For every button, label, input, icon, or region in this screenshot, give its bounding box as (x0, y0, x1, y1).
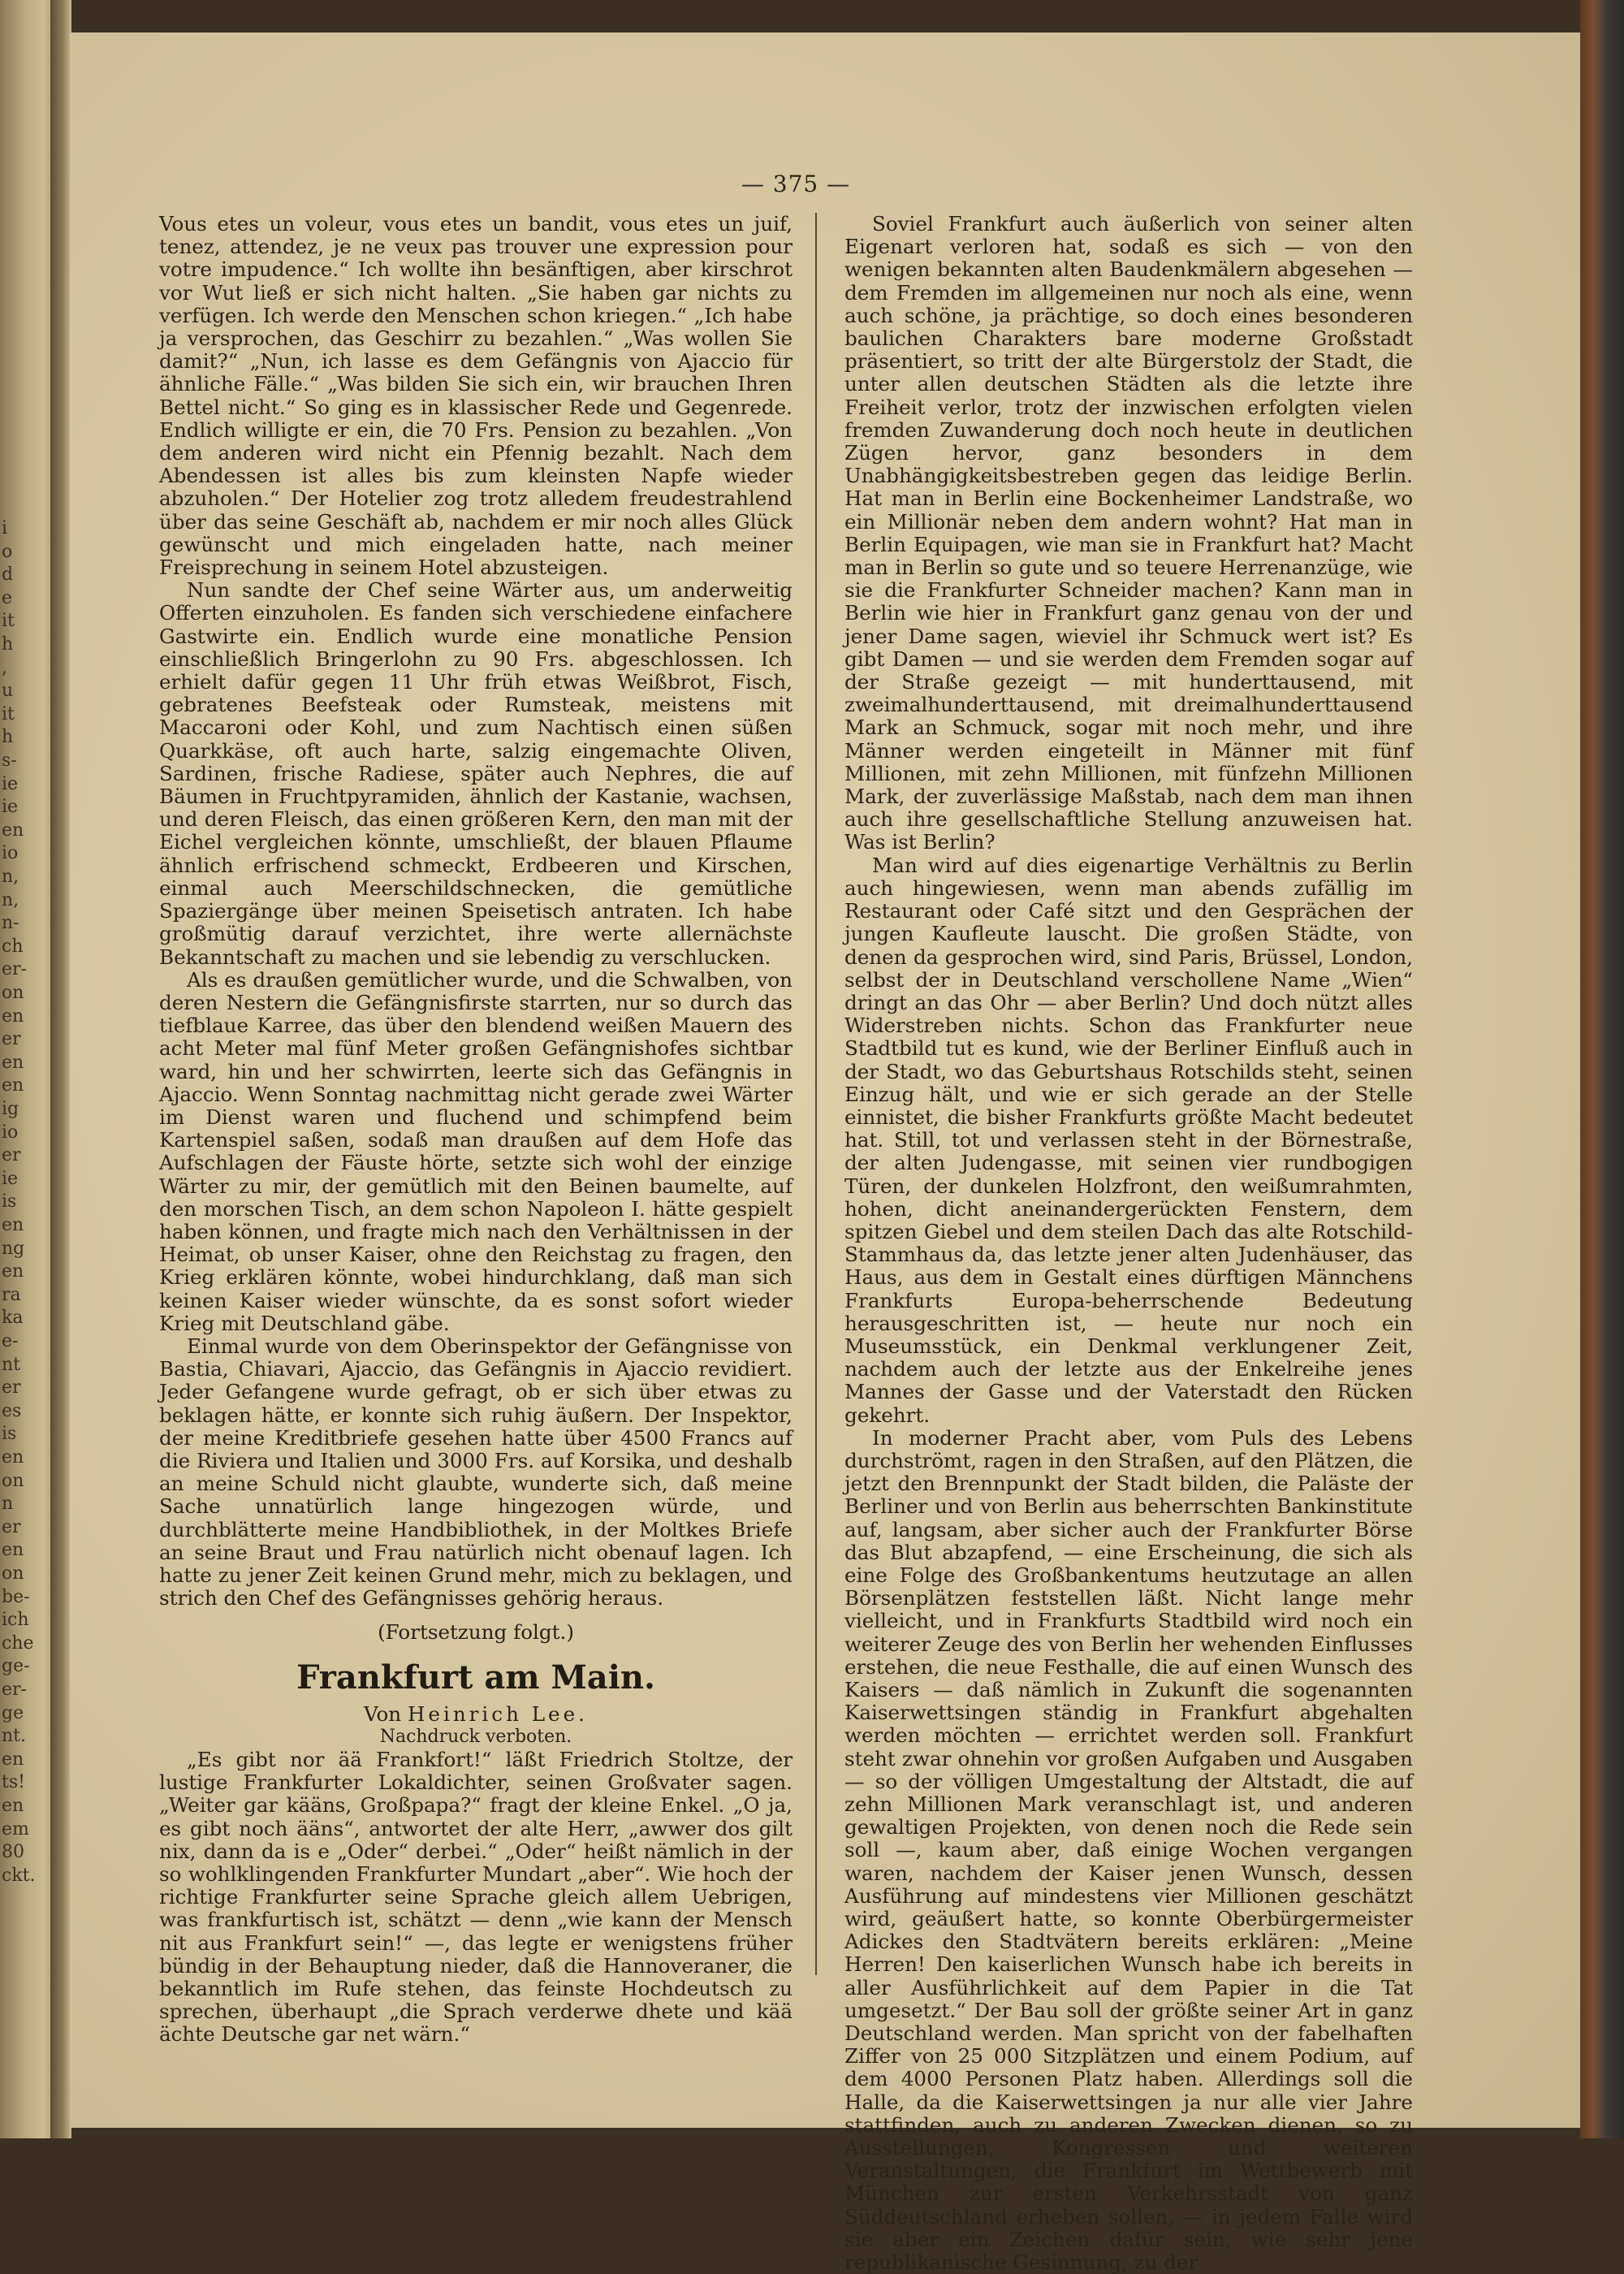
margin-fragment: ie (2, 797, 19, 818)
margin-fragment: e- (2, 1331, 19, 1351)
margin-fragment: er (2, 1516, 21, 1537)
margin-fragment: nt (2, 1354, 21, 1375)
continued-text: Vous etes un voleur, vous etes un bandit, vous etes un juif, tenez, attendez, je ne veux pas trouver une expression pour votre impudence.“ Ich wollte ihn besänftigen, aber kirschrot vor Wut ließ er sich nicht halten. „Sie haben gar nichts zu verfügen. Ich werde den Menschen schon kriegen.“ „Ich habe ja versprochen, das Geschirr zu bezahlen.“ „Was wollen Sie damit?“ „Nun, ich lasse es dem Gefängnis von Ajaccio für ähnliche Fälle.“ „Was bilden Sie sich ein, wir brauchen Ihren Bettel nicht.“ So ging es in klassischer Rede und Gegenrede. Endlich willigte er ein, die 70 Frs. Pension zu bezahlen. „Von dem anderen wird nicht ein Pfennig bezahlt. Nach dem Abendessen ist alles bis zum kleinsten Napfe wieder abzuholen.“ Der Hotelier zog trotz alledem freudestrahlend über das seine Geschäft ab, nachdem er mir noch alles Glück gewünscht und mich eingeladen hatte, nach meiner Freisprechung in seinem Hotel abzusteigen. (159, 212, 793, 580)
margin-fragment: em (2, 1818, 29, 1840)
paragraph: Als es draußen gemütlicher wurde, und die Schwalben, von deren Nestern die Gefängnisfirste starrten, nur so durch das tiefblaue Karree, das über den blendend weißen Mauern des acht Meter mal fünf Meter großen Gefängnishofes sichtbar ward, hin und her schwirrten, leerte sich das Gefängnis in Ajaccio. Wenn Sonntag nachmittag nicht gerade zwei Wärter im Dienst waren und fluchend und schimpfend beim Kartenspiel saßen, sodaß man draußen auf dem Hofe das Aufschlagen der Fäuste hörte, setzte sich wohl der einzige Wärter zu mir, der gemütlich mit den Beinen baumelte, auf den morschen Tisch, an dem schon Napoleon I. hätte gespielt haben können, und fragte mich nach den Verhältnissen in der Heimat, ob unser Kaiser, ohne den Reichstag zu fragen, den Krieg erklären könnte, wobei hindurchklang, daß man sich keinen Kaiser wieder wünschte, da es sonst sofort wieder Krieg mit Deutschland gäbe. (159, 967, 793, 1335)
book-gutter (50, 0, 71, 2138)
continued-note: (Fortsetzung folgt.) (378, 1620, 574, 1645)
margin-fragment: u (2, 681, 14, 702)
paragraph: „Es gibt nor ää Frankfort!“ läßt Friedrich Stoltze, der lustige Frankfurter Lokaldichter, seinen Großvater sagen. „Weiter gar kääns, Großpapa?“ fragt der kleine Enkel. „O ja, es gibt noch ääns“, antwortet der alte Herr, „awwer dos gilt nix, dann da is e „Oder“ derbei.“ „Oder“ heißt nämlich in der so wohlklingenden Frankfurter Mundart „aber“. Wie hoch der richtige Frankfurter seine Sprache gleich allem Uebrigen, was frankfurtisch ist, schätzt — denn „wie kann der Mensch nit aus Frankfurt sein!“ —, das legte er wenigstens früher bündig in der Behauptung nieder, daß die Hannoveraner, die bekanntlich im Rufe stehen, das feinste Hochdeutsch zu sprechen, überhaupt „die Sprach verderwe dhete und kää ächte Deutsche gar net wärn.“ (159, 1748, 793, 2047)
paragraph: Einmal wurde von dem Oberinspektor der Gefängnisse von Bastia, Chiavari, Ajaccio, das Gefängnis in Ajaccio revidiert. Jeder Gefangene wurde gefragt, ob er sich über etwas zu beklagen hätte, er konnte sich ruhig äußern. Der Inspektor, der meine Kreditbriefe gesehen hatte über 4500 Francs auf die Riviera und Italien und 3000 Frs. auf Korsika, und deshalb an meine Schuld nicht glaubte, wunderte sich, daß meine Sache unnatürlich lange hingezogen würde, und durchblätterte meine Handbibliothek, in der Moltkes Briefe an seine Braut und Frau natürlich nicht obenauf lagen. Ich hatte zu jener Zeit keinen Grund mehr, mich zu beklagen, und strich den Chef des Gefängnisses gehörig heraus. (159, 1334, 793, 1610)
page-number: — 375 — (741, 171, 851, 197)
margin-fragment: ts! (2, 1772, 25, 1793)
margin-fragment: en (2, 1540, 24, 1561)
byline-prefix: Von (363, 1701, 402, 1726)
paragraph: In moderner Pracht aber, vom Puls des Lebens durchströmt, ragen in den Straßen, auf den Plätzen, die jetzt den Brennpunkt der Stadt bilden, die Paläste der Berliner und von Berlin aus beherrschten Bankinstitute auf, langsam, aber sicher auch der Frankfurter Börse das Blut abzapfend, — eine Erscheinung, die sich als eine Folge des Großbankentums heutzutage an allen Börsenplätzen feststellen läßt. Nicht lange mehr vielleicht, und in Frankfurts Stadtbild wird noch ein weiterer Zeuge des von Berlin her wehenden Einflusses erstehen, die neue Festhalle, die auf einen Wunsch des Kaisers — daß nämlich in Zukunft die sogenannten Kaiserwettsingen ständig in Frankfurt abgehalten werden möchten — errichtet werden soll. Frankfurt steht zwar ohnehin vor großen Aufgaben und Ausgaben — so der völligen Umgestaltung der Altstadt, die auf zehn Millionen Mark veranschlagt ist, und anderen gewaltigen Projekten, von denen noch die Rede sein soll —, kaum aber, daß einige Wochen vergangen waren, nachdem der Kaiser jenen Wunsch, dessen Ausführung auf mindestens vier Millionen geschätzt wird, geäußert hatte, so konnte Oberbürgermeister Adickes den Stadtvätern bereits erklären: „Meine Herren! Den kaiserlichen Wunsch habe ich bereits in aller Ausführlichkeit auf dem Papier in die Tat umgesetzt.“ Der Bau soll der größte seiner Art in ganz Deutschland werden. Man spricht von der fabelhaften Ziffer von 25 000 Sitzplätzen und einem Podium, auf dem 4000 Personen Platz haben. Allerdings soll die Halle, da die Kaiserwettsingen ja nur alle vier Jahre stattfinden, auch zu anderen Zwecken dienen, so zu Ausstellungen, Kongressen und weiteren Veranstaltungen, die Frankfurt im Wettbewerb mit München zur ersten Verkehrsstadt von ganz Süddeutschland erheben sollen, — in jedem Falle wird sie aber ein Zeichen dafür sein, wie sehr jene republikanische Gesinnung, zu der (844, 1425, 1413, 2274)
margin-fragment: ie (2, 1168, 19, 1189)
byline-author: Heinrich Lee. (407, 1701, 588, 1726)
margin-fragment: er (2, 1029, 21, 1050)
margin-fragment: er- (2, 1680, 27, 1700)
margin-fragment: en (2, 1796, 24, 1816)
margin-fragment: ie (2, 773, 19, 794)
margin-fragment: ra (2, 1284, 21, 1305)
margin-fragment: h (2, 634, 14, 655)
margin-fragment: it (2, 611, 15, 632)
margin-fragment: n, (2, 889, 19, 910)
margin-fragment: che (2, 1632, 34, 1654)
byline (159, 1703, 793, 1726)
margin-fragment: is (2, 1424, 17, 1445)
margin-fragment: be- (2, 1586, 30, 1607)
margin-fragment: ge- (2, 1656, 30, 1677)
margin-fragment: s- (2, 750, 17, 771)
margin-fragment: ig (2, 1099, 19, 1119)
margin-fragment: d (2, 564, 14, 586)
margin-fragment: ge (2, 1702, 24, 1723)
paragraph: Nun sandte der Chef seine Wärter aus, um anderweitig Offerten einzuholen. Es fanden sich verschiedene einfachere Gastwirte ein. Endlich wurde eine monatliche Pension einschließlich Bringerlohn zu 90 Frs. abgeschlossen. Ich erhielt dafür gegen 11 Uhr früh etwas Weißbrot, Fisch, gebratenes Beefsteak oder Rumsteak, meistens mit Maccaroni oder Kohl, und zum Nachtisch einen süßen Quarkkäse, oft auch harte, salzig eingemachte Oliven, Sardinen, frische Radiese, später auch Nephres, die auf Bäumen in Fruchtpyramiden, ähnlich der Kastanie, wachsen, und deren Fleisch, das einen größeren Kern, den man mit der Eichel vergleichen könnte, umschließt, der blauen Pflaume ähnlich erfrischend schmeckt, Erdbeeren und Kirschen, einmal auch Meerschildschnecken, die gemütliche Spaziergänge über meinen Speisetisch antraten. Ich habe großmütig darauf verzichtet, ihre werte allernächste Bekanntschaft zu machen und sie lebendig zu verschlucken. (159, 578, 793, 969)
margin-fragment: ch (2, 936, 24, 957)
margin-fragment: en (2, 1005, 24, 1027)
facing-page-edge (0, 0, 55, 2138)
margin-fragment: h (2, 727, 14, 748)
margin-fragment: o (2, 541, 13, 562)
margin-fragment: en (2, 1215, 24, 1235)
margin-fragment: it (2, 703, 15, 724)
margin-fragment: er- (2, 959, 27, 980)
margin-fragment: ka (2, 1308, 24, 1329)
reprint-notice: Nachdruck verboten. (379, 1726, 572, 1747)
book-binding-edge (1580, 0, 1624, 2138)
margin-fragment: on (2, 983, 24, 1003)
margin-fragment: en (2, 819, 24, 841)
margin-fragment: is (2, 1191, 17, 1213)
margin-fragment: en (2, 1749, 24, 1770)
article-title: Frankfurt am Main. (296, 1658, 655, 1697)
margin-fragment: on (2, 1470, 24, 1491)
margin-fragment: es (2, 1400, 22, 1421)
margin-fragment: on (2, 1563, 24, 1584)
margin-fragment: ich (2, 1610, 29, 1631)
column-rule (815, 213, 817, 1975)
paragraph: Soviel Frankfurt auch äußerlich von seiner alten Eigenart verloren hat, sodaß es sich — von den wenigen bekannten alten Baudenkmälern abgesehen — dem Fremden im allgemeinen nur noch als eine, wenn auch schöne, ja prächtige, so doch eines besonderen baulichen Charakters bare moderne Großstadt präsentiert, so tritt der alte Bürgerstolz der Stadt, die unter allen deutschen Städten als die letzte ihre Freiheit verlor, trotz der inzwischen erfolgten vielen fremden Zuwanderung doch noch heute in deutlichen Zügen hervor, ganz besonders in dem Unabhängigkeitsbestreben gegen das leidige Berlin. Hat man in Berlin eine Bockenheimer Landstraße, wo ein Millionär neben dem andern wohnt? Hat man in Berlin Equipagen, wie man sie in Frankfurt hat? Macht man in Berlin so gute und so teuere Herrenanzüge, wie sie die Frankfurter Schneider machen? Kann man in Berlin wie hier in Frankfurt ganz genau von der und jener Dame sagen, wieviel ihr Schmuck wert ist? Es gibt Damen — und sie werden dem Fremden sogar auf der Straße gezeigt — mit hunderttausend, mit zweimalhunderttausend, mit dreimalhunderttausend Mark an Schmuck, sogar mit noch mehr, und ihre Männer werden eingeteilt in Männer mit fünf Millionen, mit zehn Millionen, mit fünfzehn Millionen Mark, der zuverlässige Maßstab, nach dem man ihnen auch ihre gesellschaftliche Stellung anzuweisen hat. Was ist Berlin? (844, 212, 1413, 854)
margin-fragment: io (2, 1122, 19, 1143)
left-column (159, 213, 793, 2047)
margin-fragment: en (2, 1261, 24, 1282)
margin-fragment: , (2, 657, 7, 678)
margin-fragment: en (2, 1052, 24, 1073)
margin-fragment: nt. (2, 1726, 27, 1747)
margin-fragment: n (2, 1494, 14, 1515)
margin-fragment: en (2, 1447, 24, 1468)
margin-fragment: n, (2, 867, 19, 887)
margin-fragment: 80 (2, 1842, 24, 1863)
margin-fragment: n- (2, 913, 19, 934)
margin-fragment: i (2, 518, 8, 538)
margin-fragment: e (2, 587, 13, 608)
margin-fragment: er (2, 1377, 21, 1399)
paragraph: Man wird auf dies eigenartige Verhältnis zu Berlin auch hingewiesen, wenn man abends zufällig im Restaurant oder Café sitzt und den Gesprächen der jungen Kaufleute lauscht. Die großen Städte, von denen da gesprochen wird, sind Paris, Brüssel, London, selbst der in Deutschland verschollene Name „Wien“ dringt an das Ohr — aber Berlin? Und doch nützt alles Widerstreben nichts. Schon das Frankfurter neue Stadtbild tut es kund, wie der Berliner Einfluß auch in der Stadt, wo das Geburtshaus Rotschilds steht, seinen Einzug hält, und wie er sich gerade an der Stelle einnistet, die bisher Frankfurts größte Macht bedeutet hat. Still, tot und verlassen steht in der Börnestraße, der alten Judengasse, mit seinen vier rundbogigen Türen, der dunkelen Holzfront, den weißumrahmten, hohen, dicht aneinandergerückten Fenstern, dem spitzen Giebel und dem steilen Dach das alte Rotschild-Stammhaus da, das letzte jener alten Judenhäuser, das Haus, aus dem in Gestalt eines dürftigen Männchens Frankfurts Europa-beherrschende Bedeutung herausgeschritten ist, — heute nur noch ein Museumsstück, ein Denkmal verklungener Zeit, nachdem auch der letzte aus der Enkelreihe jenes Mannes der Gasse und der Vaterstadt den Rücken gekehrt. (844, 853, 1413, 1427)
margin-fragment: ng (2, 1238, 25, 1259)
right-column (844, 213, 1413, 2274)
margin-fragment: er (2, 1145, 21, 1166)
margin-fragment: en (2, 1075, 24, 1096)
margin-fragment: ckt. (2, 1865, 36, 1886)
margin-fragment: io (2, 843, 19, 864)
